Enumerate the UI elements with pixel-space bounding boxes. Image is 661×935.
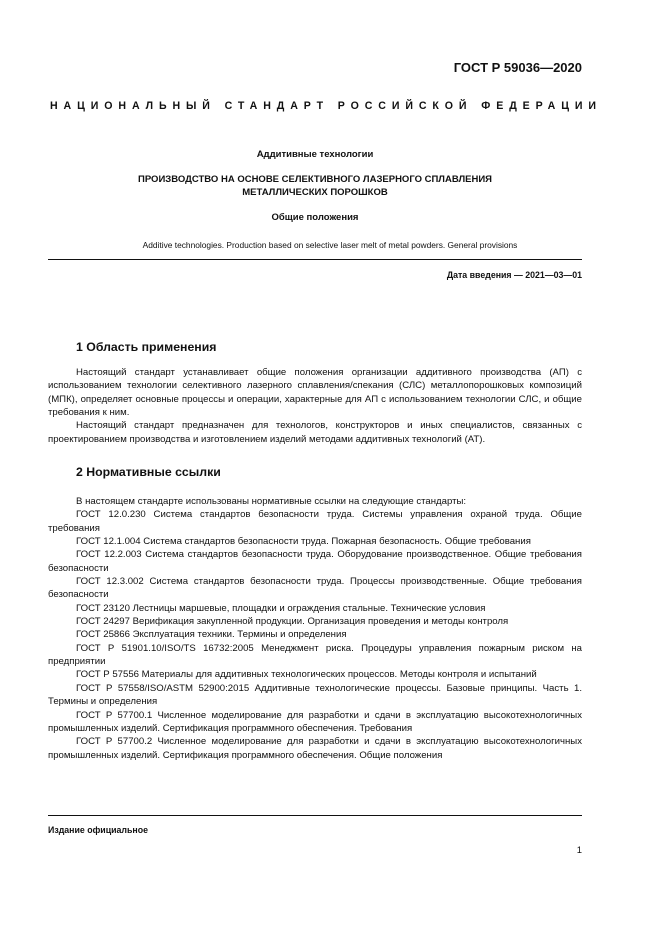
reference-item: ГОСТ Р 57556 Материалы для аддитивных технологических процессов. Методы контроля и испытаний bbox=[76, 669, 537, 681]
edition-label: Издание официальное bbox=[48, 825, 148, 835]
reference-item: ГОСТ Р 57700.1 Численное моделирование для разработки и сдачи в эксплуатацию высокотехнологичных промышленных изделий. Сертификация программного обеспечения. Требования bbox=[48, 709, 582, 734]
paragraph: В настоящем стандарте использованы нормативные ссылки на следующие стандарты: bbox=[76, 496, 467, 507]
english-title: Additive technologies. Production based on selective laser melt of metal powders. General provisions bbox=[142, 240, 518, 250]
reference-item: ГОСТ Р 51901.10/ISO/TS 16732:2005 Менеджмент риска. Процедуры управления пожарным риском на предприятии bbox=[48, 642, 582, 668]
national-standard-banner: НАЦИОНАЛЬНЫЙ СТАНДАРТ РОССИЙСКОЙ ФЕДЕРАЦИИ bbox=[50, 100, 602, 112]
reference-item: ГОСТ Р 57700.2 Численное моделирование для разработки и сдачи в эксплуатацию высокотехнологичных промышленных изделий. Сертификация программного обеспечения. Общие положения bbox=[48, 736, 582, 761]
reference-item: ГОСТ 23120 Лестницы маршевые, площадки и ограждения стальные. Технические условия bbox=[76, 602, 486, 614]
section-heading-scope: 1 Область применения bbox=[76, 340, 217, 354]
title-line-2: МЕТАЛЛИЧЕСКИХ ПОРОШКОВ bbox=[242, 187, 388, 198]
paragraph: Настоящий стандарт предназначен для технологов, конструкторов и иных специалистов, связанных с проектированием производства и изготовлением изделий методами аддитивных технологий (АТ). bbox=[48, 420, 582, 445]
section-heading-normative-references: 2 Нормативные ссылки bbox=[76, 465, 221, 479]
reference-item: ГОСТ 12.0.230 Система стандартов безопасности труда. Системы управления охраной труда. Общие требования bbox=[48, 509, 582, 534]
reference-item: ГОСТ Р 57558/ISO/ASTM 52900:2015 Аддитивные технологические процессы. Базовые принципы. Часть 1. Термины и определения bbox=[48, 682, 582, 708]
document-title bbox=[60, 173, 570, 199]
section-body-normative-references bbox=[48, 495, 582, 762]
section-body-scope bbox=[48, 366, 582, 446]
page-number: 1 bbox=[576, 845, 582, 856]
reference-item: ГОСТ 12.1.004 Система стандартов безопасности труда. Пожарная безопасность. Общие требования bbox=[76, 536, 531, 548]
standard-code: ГОСТ Р 59036—2020 bbox=[453, 60, 582, 75]
reference-item: ГОСТ 25866 Эксплуатация техники. Термины и определения bbox=[76, 629, 347, 641]
footer-divider bbox=[48, 815, 582, 816]
introduction-date: Дата введения — 2021—03—01 bbox=[446, 270, 582, 280]
title-line-1: ПРОИЗВОДСТВО НА ОСНОВЕ СЕЛЕКТИВНОГО ЛАЗЕРНОГО СПЛАВЛЕНИЯ bbox=[138, 174, 492, 185]
part-title: Общие положения bbox=[271, 212, 359, 223]
reference-item: ГОСТ 12.3.002 Система стандартов безопасности труда. Процессы производственные. Общие требования безопасности bbox=[48, 576, 582, 601]
paragraph: Настоящий стандарт устанавливает общие положения организации аддитивного производства (АП) с использованием технологии селективного лазерного сплавления/спекания (СЛС) металлопорошковых композиций (МПК), определяет основные процессы и операции, характерные для АП с использованием технологии СЛС, и общие требования к ним. bbox=[48, 367, 582, 419]
divider-rule bbox=[48, 259, 582, 260]
subject-heading: Аддитивные технологии bbox=[256, 149, 374, 160]
reference-item: ГОСТ 12.2.003 Система стандартов безопасности труда. Оборудование производственное. Общие требования безопасности bbox=[48, 549, 582, 574]
reference-item: ГОСТ 24297 Верификация закупленной продукции. Организация проведения и методы контроля bbox=[76, 616, 509, 628]
